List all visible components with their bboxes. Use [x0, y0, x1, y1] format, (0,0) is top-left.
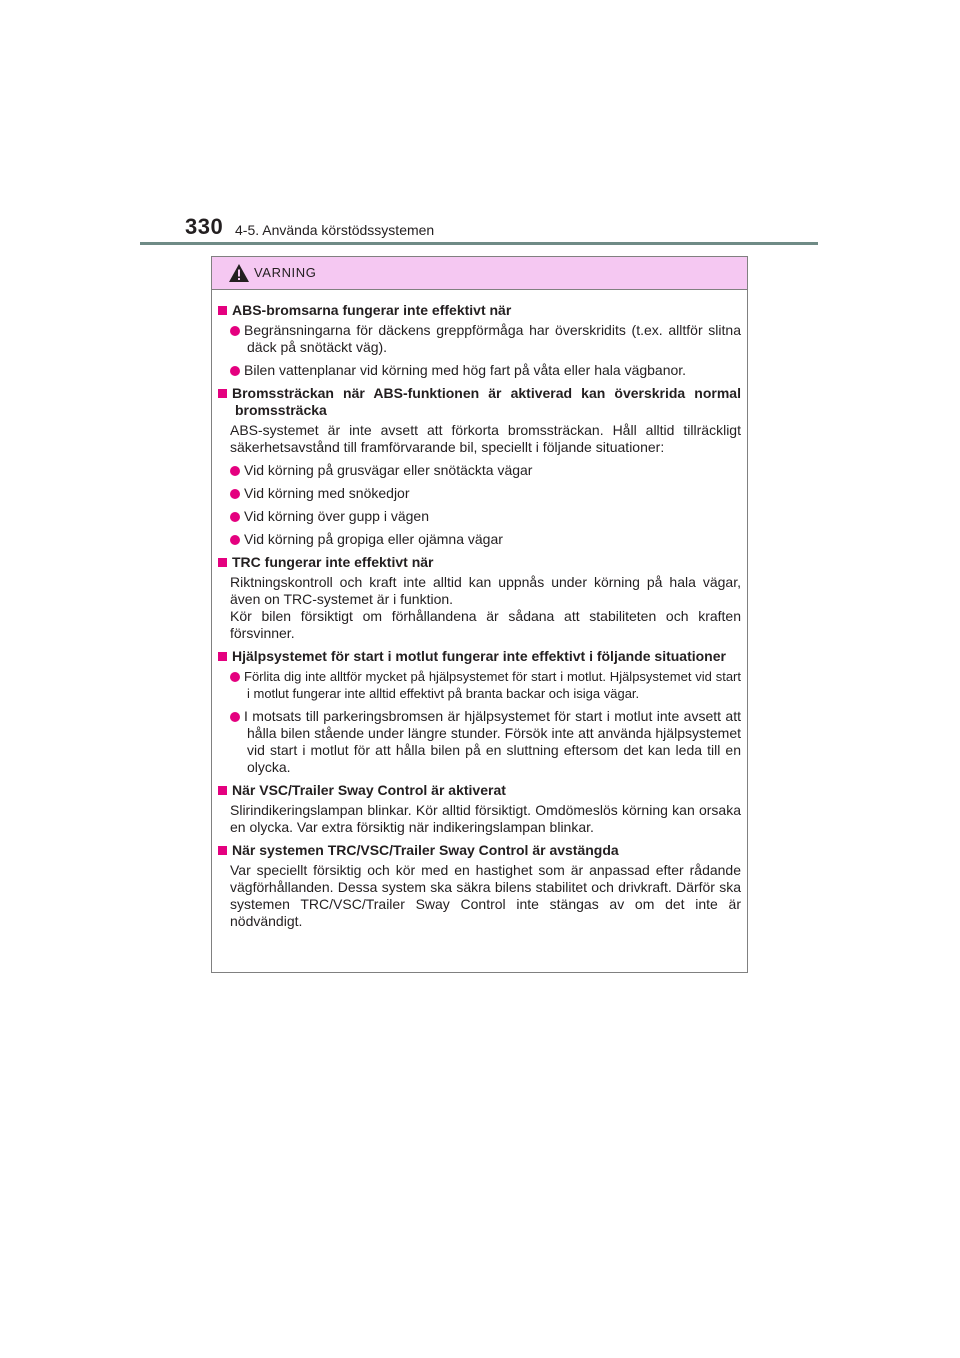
section-heading: ABS-bromsarna fungerar inte effektivt när: [218, 302, 741, 319]
header-rule: [140, 242, 818, 245]
section-title: 4-5. Använda körstödssystemen: [235, 222, 435, 238]
section-text: Var speciellt försiktig och kör med en hastighet som är anpassad efter rådande vägförhållanden. Dessa system ska säkra bilens stabilitet och drivkraft. Därför ska systemen TRC/VSC/Trailer Sway Control inte stängas av om det inte är nödvändigt.: [230, 862, 741, 929]
warning-body: [212, 290, 747, 930]
round-bullet-icon: [230, 326, 240, 336]
list-item: Begränsningarna för däckens greppförmåga har överskridits (t.ex. alltför slitna däck på snötäckt väg).: [218, 322, 741, 356]
warning-header: [212, 257, 747, 290]
round-bullet-icon: [230, 366, 240, 376]
warning-label: VARNING: [254, 265, 317, 280]
section-text: Slirindikeringslampan blinkar. Kör alltid försiktigt. Omdömeslös körning kan orsaka en olycka. Var extra försiktig när indikeringslampan blinkar.: [230, 802, 741, 835]
section-heading: TRC fungerar inte effektivt när: [218, 554, 741, 571]
section-systems-off: [218, 842, 741, 930]
section-vsc-active: [218, 782, 741, 836]
round-bullet-icon: [230, 489, 240, 499]
list-item: Vid körning på gropiga eller ojämna vägar: [218, 531, 741, 548]
round-bullet-icon: [230, 712, 240, 722]
list-item: Bilen vattenplanar vid körning med hög fart på våta eller hala vägbanor.: [218, 362, 741, 379]
section-heading: Bromssträckan när ABS-funktionen är aktiverad kan överskrida normal bromssträcka: [218, 385, 741, 419]
square-bullet-icon: [218, 558, 227, 567]
section-text: ABS-systemet är inte avsett att förkorta bromssträckan. Håll alltid tillräckligt säkerhetsavstånd till framförvarande bil, speciellt i följande situationer:: [230, 422, 741, 455]
round-bullet-icon: [230, 535, 240, 545]
list-item: Förlita dig inte alltför mycket på hjälpsystemet för start i motlut. Hjälpsystemet vid start i motlut fungerar inte alltid effektivt på branta backar och isiga vägar.: [218, 668, 741, 702]
section-heading: När VSC/Trailer Sway Control är aktiverat: [218, 782, 741, 799]
square-bullet-icon: [218, 846, 227, 855]
section-trc-ineffective: [218, 554, 741, 642]
round-bullet-icon: [230, 512, 240, 522]
square-bullet-icon: [218, 306, 227, 315]
section-heading: Hjälpsystemet för start i motlut fungerar inte effektivt i följande situationer: [218, 648, 741, 665]
square-bullet-icon: [218, 389, 227, 398]
list-item: Vid körning över gupp i vägen: [218, 508, 741, 525]
section-abs-ineffective: [218, 302, 741, 379]
section-heading: När systemen TRC/VSC/Trailer Sway Control är avstängda: [218, 842, 741, 859]
list-item: Vid körning med snökedjor: [218, 485, 741, 502]
section-braking-distance: [218, 385, 741, 548]
section-text: Riktningskontroll och kraft inte alltid kan uppnås under körning på hala vägar, även on TRC-systemet är i funktion.: [230, 574, 741, 607]
section-hill-start-assist: [218, 648, 741, 776]
warning-triangle-icon: [228, 263, 250, 283]
round-bullet-icon: [230, 672, 240, 682]
section-text: Kör bilen försiktigt om förhållandena är sådana att stabiliteten och kraften försvinner.: [230, 608, 741, 641]
list-item: I motsats till parkeringsbromsen är hjälpsystemet för start i motlut inte avsett att hålla bilen stående under längre stunder. Försök inte att använda hjälpsystemet vid start i motlut för att hålla bilen på en sluttning eftersom det kan leda till en olycka.: [218, 708, 741, 776]
round-bullet-icon: [230, 466, 240, 476]
square-bullet-icon: [218, 786, 227, 795]
warning-box: [211, 256, 748, 973]
square-bullet-icon: [218, 652, 227, 661]
list-item: Vid körning på grusvägar eller snötäckta vägar: [218, 462, 741, 479]
page-number: 330: [185, 214, 224, 239]
